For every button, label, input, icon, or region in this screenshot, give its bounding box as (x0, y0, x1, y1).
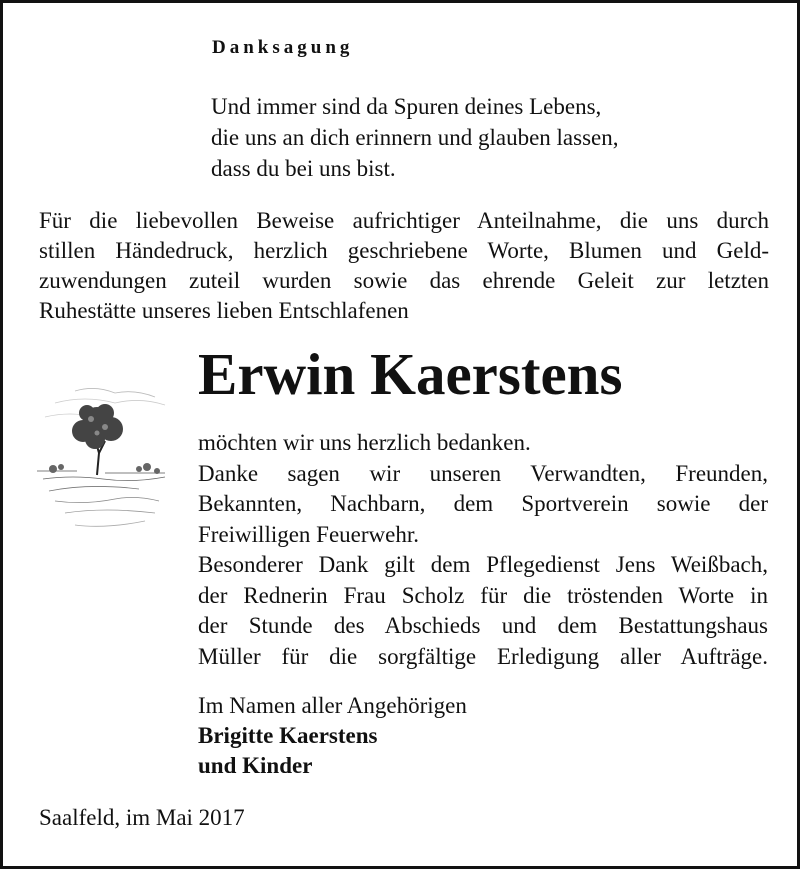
place-date: Saalfeld, im Mai 2017 (39, 805, 245, 830)
body-line: Besonderer Dank gilt dem Pflegedienst Jens Weißbach, (198, 552, 768, 577)
verse-line: dass du bei uns bist. (211, 156, 396, 181)
verse-line: Und immer sind da Spuren deines Lebens, (211, 94, 602, 119)
verse (211, 91, 751, 184)
body-line: Bekannten, Nachbarn, dem Sportverein sowie der (198, 491, 768, 516)
signature-family: und Kinder (198, 753, 313, 778)
signature-intro: Im Namen aller Angehörigen (198, 693, 467, 718)
body-line: der Rednerin Frau Scholz für die tröstenden Worte in (198, 582, 768, 608)
body-line: Müller für die sorgfältige Erledigung aller Aufträge. (198, 643, 768, 669)
intro-line: stillen Händedruck, herzlich geschriebene Worte, Blumen und Geld- (39, 238, 769, 263)
body-line: der Stunde des Abschieds und dem Bestattungshaus (198, 613, 768, 638)
signature-name: Brigitte Kaerstens (198, 723, 378, 748)
verse-line: die uns an dich erinnern und glauben lassen, (211, 125, 619, 150)
intro-line: zuwendungen zuteil wurden sowie das ehrende Geleit zur letzten (39, 268, 769, 293)
intro-paragraph (39, 206, 769, 326)
heading: Danksagung (212, 37, 354, 58)
body-line: Freiwilligen Feuerwehr. (198, 521, 420, 547)
signature-block (198, 691, 758, 781)
deceased-name: Erwin Kaerstens (198, 341, 623, 407)
intro-line: Für die liebevollen Beweise aufrichtiger Anteilnahme, die uns durch (39, 208, 769, 233)
tree-landscape-illustration (35, 383, 173, 543)
intro-line: Ruhestätte unseres lieben Entschlafenen (39, 298, 409, 323)
body-line: Danke sagen wir unseren Verwandten, Freunden, (198, 460, 768, 486)
body-line: möchten wir uns herzlich bedanken. (198, 430, 531, 455)
thanks-paragraph (198, 428, 768, 672)
